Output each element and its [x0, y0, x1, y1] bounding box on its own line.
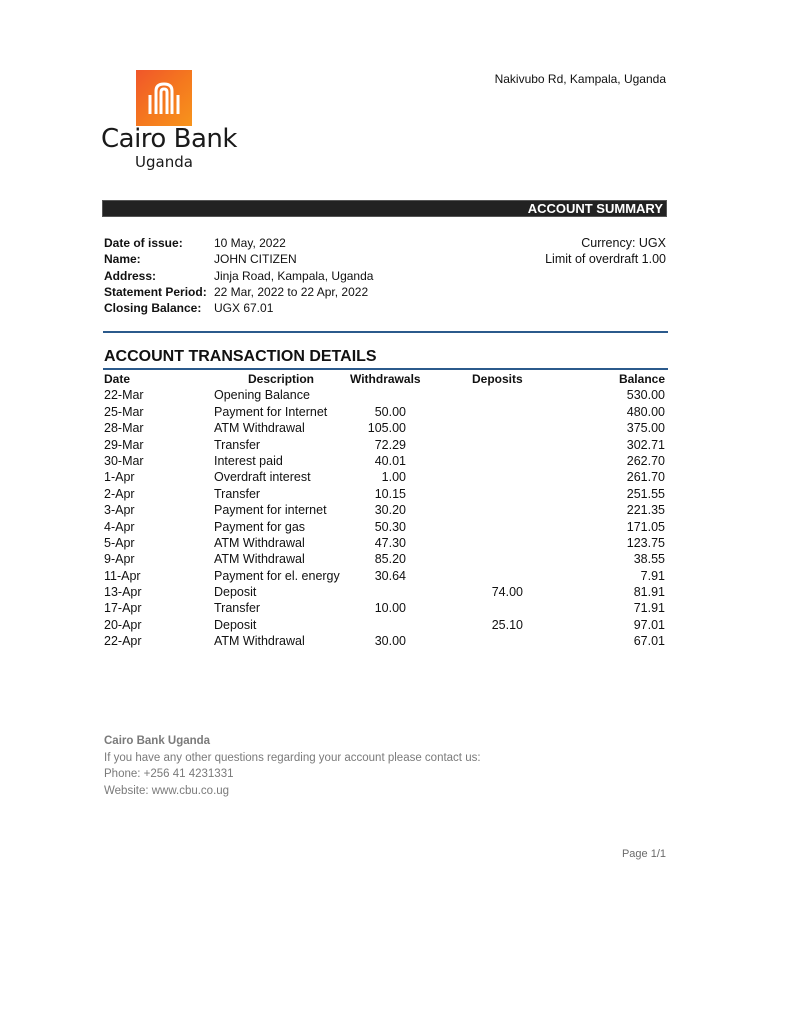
- info-label: Date of issue:: [104, 236, 183, 250]
- cell-description: ATM Withdrawal: [214, 552, 305, 567]
- cell-date: 17-Apr: [104, 601, 142, 616]
- cell-description: Payment for Internet: [214, 404, 328, 419]
- cell-description: Deposit: [214, 617, 257, 632]
- cell-date: 13-Apr: [104, 585, 142, 600]
- table-row: [104, 453, 667, 469]
- table-row: [104, 633, 667, 649]
- info-label: Name:: [104, 252, 141, 267]
- table-row: [104, 551, 667, 567]
- table-row: [104, 387, 667, 403]
- bank-address: Nakivubo Rd, Kampala, Uganda: [494, 72, 666, 86]
- cell-withdrawal: 85.20: [374, 552, 406, 567]
- cell-balance: 97.01: [633, 617, 665, 632]
- cell-withdrawal: 105.00: [367, 421, 406, 436]
- info-row-date: [104, 235, 373, 251]
- cell-withdrawal: 30.20: [374, 503, 406, 518]
- cell-balance: 221.35: [626, 503, 665, 518]
- bank-subname: Uganda: [135, 153, 193, 171]
- cell-balance: 171.05: [626, 519, 665, 534]
- column-header-description: Description: [248, 372, 315, 386]
- table-row: [104, 420, 667, 436]
- cell-balance: 71.91: [633, 601, 665, 616]
- cell-description: Payment for gas: [214, 519, 306, 534]
- column-header-deposits: Deposits: [472, 372, 523, 386]
- info-value: 22 Mar, 2022 to 22 Apr, 2022: [214, 284, 369, 299]
- info-value: Jinja Road, Kampala, Uganda: [214, 268, 374, 283]
- cell-description: Opening Balance: [214, 388, 310, 403]
- info-row-name: [104, 251, 373, 267]
- cell-withdrawal: 50.30: [374, 519, 406, 534]
- transactions-title: ACCOUNT TRANSACTION DETAILS: [104, 348, 377, 365]
- info-value: UGX 67.01: [214, 301, 274, 316]
- table-row: [104, 568, 667, 584]
- table-row: [104, 486, 667, 502]
- cell-balance: 67.01: [633, 634, 665, 649]
- cell-description: Payment for internet: [214, 503, 327, 518]
- cell-description: Overdraft interest: [214, 470, 311, 485]
- table-row: [104, 617, 667, 633]
- cell-date: 3-Apr: [104, 503, 135, 518]
- cell-date: 20-Apr: [104, 617, 142, 632]
- cell-balance: 262.70: [626, 453, 665, 468]
- cell-withdrawal: 10.15: [374, 486, 406, 501]
- cell-description: Interest paid: [214, 453, 283, 468]
- cell-description: Deposit: [214, 585, 257, 600]
- cell-withdrawal: 30.64: [374, 568, 406, 583]
- divider: [103, 368, 668, 370]
- cell-description: Payment for el. energy: [214, 568, 340, 583]
- arch-gate-icon: [136, 70, 192, 126]
- cell-withdrawal: 10.00: [374, 601, 406, 616]
- cell-balance: 375.00: [626, 421, 665, 436]
- footer-bank-name: Cairo Bank Uganda: [104, 735, 211, 747]
- cell-withdrawal: 47.30: [374, 535, 406, 550]
- overdraft-limit: Limit of overdraft 1.00: [545, 252, 666, 267]
- currency: Currency: UGX: [581, 236, 666, 250]
- cell-description: ATM Withdrawal: [214, 634, 305, 649]
- info-label: Address:: [104, 268, 157, 283]
- info-row-address: [104, 268, 373, 284]
- table-row: [104, 469, 667, 485]
- footer-phone: Phone: +256 41 4231331: [104, 768, 234, 781]
- cell-deposit: 25.10: [491, 617, 523, 632]
- account-summary-title: ACCOUNT SUMMARY: [527, 201, 663, 216]
- cell-balance: 123.75: [626, 535, 665, 550]
- table-row: [104, 600, 667, 616]
- cell-balance: 302.71: [626, 437, 665, 452]
- cell-date: 30-Mar: [104, 453, 144, 468]
- bank-logo: [136, 70, 192, 126]
- transactions-table: [104, 371, 667, 650]
- footer-website: Website: www.cbu.co.ug: [104, 784, 230, 797]
- table-row: [104, 437, 667, 453]
- footer: [104, 733, 481, 799]
- account-info: [104, 235, 373, 316]
- info-value: 10 May, 2022: [214, 236, 286, 250]
- info-label: Statement Period:: [104, 284, 207, 299]
- cell-date: 2-Apr: [104, 486, 135, 501]
- cell-withdrawal: 1.00: [381, 470, 406, 485]
- account-terms: [545, 235, 666, 268]
- cell-description: ATM Withdrawal: [214, 421, 305, 436]
- cell-date: 29-Mar: [104, 437, 144, 452]
- cell-balance: 261.70: [626, 470, 665, 485]
- cell-date: 22-Mar: [104, 388, 144, 403]
- info-value: JOHN CITIZEN: [214, 252, 297, 267]
- cell-date: 28-Mar: [104, 421, 144, 436]
- cell-date: 25-Mar: [104, 404, 144, 419]
- cell-balance: 38.55: [633, 552, 665, 567]
- cell-withdrawal: 40.01: [374, 453, 406, 468]
- table-row: [104, 502, 667, 518]
- page-number: Page 1/1: [621, 848, 666, 860]
- footer-contact-text: If you have any other questions regarding your account please contact us:: [104, 751, 481, 764]
- cell-date: 5-Apr: [104, 535, 135, 550]
- table-row: [104, 519, 667, 535]
- table-header: [104, 371, 667, 387]
- account-summary-bar: [102, 200, 667, 217]
- cell-balance: 251.55: [626, 486, 665, 501]
- column-header-withdrawals: Withdrawals: [350, 372, 421, 386]
- table-row: [104, 535, 667, 551]
- column-header-balance: Balance: [618, 372, 665, 386]
- cell-balance: 7.91: [640, 568, 665, 583]
- cell-withdrawal: 72.29: [374, 437, 406, 452]
- cell-deposit: 74.00: [491, 585, 523, 600]
- cell-balance: 530.00: [626, 388, 665, 403]
- info-row-closing-balance: [104, 300, 373, 316]
- cell-date: 4-Apr: [104, 519, 135, 534]
- cell-description: Transfer: [214, 437, 261, 452]
- table-row: [104, 404, 667, 420]
- cell-date: 1-Apr: [104, 470, 135, 485]
- table-row: [104, 584, 667, 600]
- cell-withdrawal: 30.00: [374, 634, 406, 649]
- bank-name: Cairo Bank: [101, 124, 237, 154]
- info-label: Closing Balance:: [104, 301, 202, 316]
- cell-withdrawal: 50.00: [374, 404, 406, 419]
- cell-description: Transfer: [214, 601, 261, 616]
- cell-date: 11-Apr: [104, 568, 141, 583]
- table-body: [104, 387, 667, 649]
- cell-description: ATM Withdrawal: [214, 535, 305, 550]
- cell-balance: 480.00: [626, 404, 665, 419]
- info-row-period: [104, 284, 373, 300]
- divider: [103, 331, 668, 333]
- cell-description: Transfer: [214, 486, 261, 501]
- cell-date: 9-Apr: [104, 552, 135, 567]
- cell-date: 22-Apr: [104, 634, 142, 649]
- cell-balance: 81.91: [633, 585, 665, 600]
- column-header-date: Date: [104, 372, 131, 386]
